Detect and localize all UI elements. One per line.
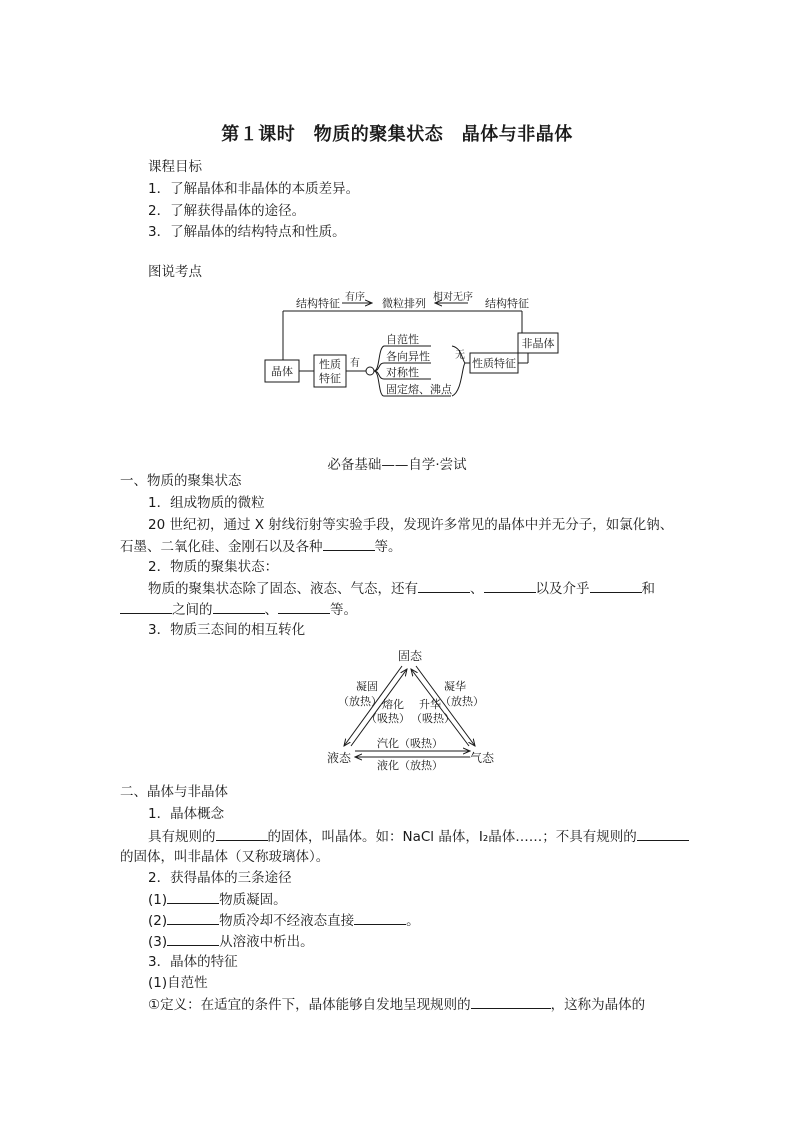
s2-c2-item-2: (2) 物质冷却不经液态直接 。 bbox=[148, 910, 420, 931]
xingzhi-right-label: 性质特征 bbox=[472, 357, 516, 370]
s2-c1-line2: 的固体，叫非晶体（又称玻璃体）。 bbox=[120, 849, 330, 865]
fill-blank[interactable] bbox=[216, 826, 268, 841]
state-gas: 气态 bbox=[469, 751, 495, 765]
label-ronghua: 熔化 bbox=[382, 698, 404, 711]
concept-map-heading: 图说考点 bbox=[148, 264, 202, 280]
prop-duichen: 对称性 bbox=[386, 366, 419, 379]
s2-c2-item-1: (1) 物质凝固。 bbox=[148, 889, 287, 910]
s2-c1-title: 1．晶体概念 bbox=[148, 806, 225, 822]
label-xire-2: （吸热） bbox=[411, 712, 455, 725]
jingti-label: 晶体 bbox=[271, 365, 293, 378]
s1-p3-title: 3．物质三态间的相互转化 bbox=[148, 622, 306, 638]
fill-blank[interactable] bbox=[167, 910, 219, 925]
objective-item: 3．了解晶体的结构特点和性质。 bbox=[148, 224, 346, 240]
prop-guding: 固定熔、沸点 bbox=[386, 383, 452, 396]
s2-c2-title: 2．获得晶体的三条途径 bbox=[148, 870, 292, 886]
weili-label: 微粒排列 bbox=[382, 297, 426, 310]
fill-blank[interactable] bbox=[471, 994, 551, 1009]
youxu-label: 有序 bbox=[345, 292, 365, 303]
jiegou-left: 结构特征 bbox=[296, 297, 340, 310]
you-label: 有 bbox=[350, 358, 360, 369]
s1-p2-line1: 物质的聚集状态除了固态、液态、气态，还有 、 以及介乎 和 bbox=[148, 578, 655, 599]
label-qihua: 汽化（吸热） bbox=[377, 737, 443, 750]
s1-p2-title: 2．物质的聚集状态： bbox=[148, 559, 279, 575]
section-1-heading: 一、物质的聚集状态 bbox=[120, 473, 242, 489]
state-liquid: 液态 bbox=[326, 751, 352, 765]
xingzhi-label-2: 特征 bbox=[319, 372, 341, 385]
objective-item: 2．了解获得晶体的途径。 bbox=[148, 203, 306, 219]
xiangdui-label: 相对无序 bbox=[433, 292, 473, 303]
objectives-heading: 课程目标 bbox=[148, 159, 202, 175]
s1-p1-title: 1．组成物质的微粒 bbox=[148, 495, 265, 511]
s2-c1-line1: 具有规则的 的固体，叫晶体。如：NaCl 晶体，I₂晶体……；不具有规则的 bbox=[148, 826, 689, 847]
page-title: 第１课时 物质的聚集状态 晶体与非晶体 bbox=[221, 124, 573, 145]
feijingti-label: 非晶体 bbox=[521, 337, 555, 350]
s1-p2-line2: 之间的 、 等。 bbox=[120, 599, 357, 620]
prop-gexiang: 各向异性 bbox=[386, 350, 430, 363]
label-ningu: 凝固 bbox=[356, 680, 378, 693]
s2-c3-sub: (1)自范性 bbox=[148, 975, 208, 991]
fill-blank[interactable] bbox=[167, 889, 219, 904]
fill-blank[interactable] bbox=[354, 910, 406, 925]
label-shenghua: 升华 bbox=[419, 698, 441, 711]
fill-blank[interactable] bbox=[167, 931, 219, 946]
section-basic-heading: 必备基础——自学·尝试 bbox=[327, 457, 467, 473]
label-fangre-1: （放热） bbox=[338, 695, 382, 708]
label-ninghua: 凝华 bbox=[444, 680, 466, 693]
objective-item: 1．了解晶体和非晶体的本质差异。 bbox=[148, 181, 360, 197]
xingzhi-label-1: 性质 bbox=[319, 358, 341, 371]
label-fangre-2: （放热） bbox=[440, 695, 484, 708]
s2-c3-title: 3．晶体的特征 bbox=[148, 954, 238, 970]
prop-zifan: 自范性 bbox=[386, 333, 419, 346]
fill-blank[interactable] bbox=[637, 826, 689, 841]
wu-label: 无 bbox=[455, 350, 465, 361]
s1-p1-line1: 20 世纪初，通过 X 射线衍射等实验手段，发现许多常见的晶体中并无分子，如氯化钠、 bbox=[148, 517, 674, 533]
label-xire-1: （吸热） bbox=[366, 712, 410, 725]
s1-p1-line2: 石墨、二氧化硅、金刚石以及各种 等。 bbox=[120, 536, 402, 557]
section-2-heading: 二、晶体与非晶体 bbox=[120, 784, 228, 800]
s2-c3-def: ①定义：在适宜的条件下，晶体能够自发地呈现规则的 ，这称为晶体的 bbox=[148, 994, 645, 1015]
s2-c2-item-3: (3) 从溶液中析出。 bbox=[148, 931, 314, 952]
label-yehua: 液化（放热） bbox=[377, 759, 443, 772]
jiegou-right: 结构特征 bbox=[485, 297, 529, 310]
state-solid: 固态 bbox=[397, 649, 423, 663]
